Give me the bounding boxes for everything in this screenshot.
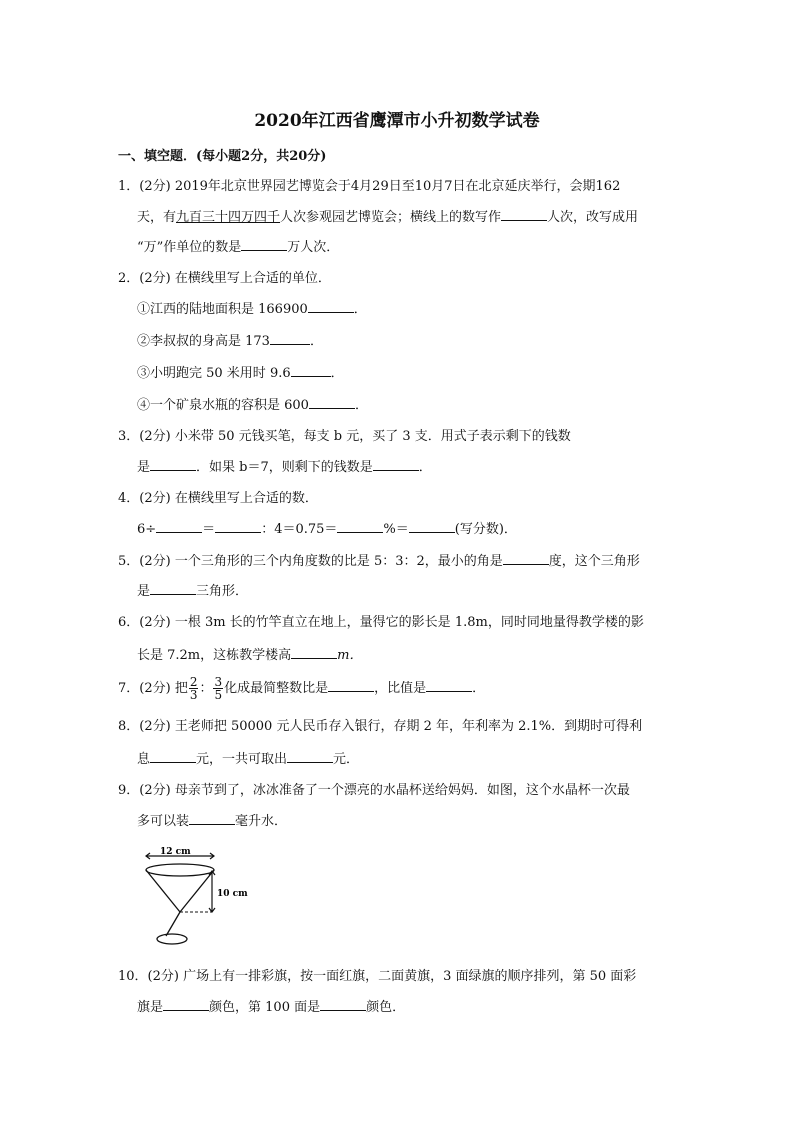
q1-line3 bbox=[137, 238, 339, 257]
q10-text: 旗是 bbox=[137, 1000, 164, 1015]
q2-item2 bbox=[137, 332, 323, 351]
q8-line1: 8．(2分) 王老师把 50000 元人民币存入银行，存期 2 年，年利率为 2.1%．到期时可得利 bbox=[118, 719, 643, 734]
q7-text: 化成最简整数比是 bbox=[224, 681, 329, 696]
q2-text: ． bbox=[354, 398, 368, 413]
answer-blank[interactable] bbox=[409, 520, 455, 533]
q1-underlined-number: 九百三十四万四千 bbox=[176, 210, 281, 225]
answer-blank[interactable] bbox=[163, 998, 209, 1011]
fraction-denominator: 3 bbox=[189, 688, 198, 702]
q7-text: ： bbox=[199, 681, 213, 696]
q8-text: 元，一共可取出 bbox=[196, 752, 288, 767]
fraction bbox=[213, 676, 223, 701]
q2-item3 bbox=[137, 364, 344, 383]
q4-text: ：4＝0.75＝ bbox=[261, 522, 338, 537]
q5-line1 bbox=[118, 552, 640, 571]
answer-blank[interactable] bbox=[270, 332, 310, 345]
q7-text: ，比值是 bbox=[374, 681, 427, 696]
q1-text: 人次参观园艺博览会；横线上的数写作 bbox=[280, 210, 502, 225]
q4-line2 bbox=[137, 520, 517, 539]
q2-text: ③小明跑完 50 米用时 9.6 bbox=[137, 366, 291, 381]
answer-blank[interactable] bbox=[328, 679, 374, 692]
q3-text: ． bbox=[418, 460, 432, 475]
q9-text: 毫升水． bbox=[235, 814, 288, 829]
q4-text: %＝ bbox=[383, 522, 409, 537]
answer-blank[interactable] bbox=[426, 679, 472, 692]
fraction bbox=[189, 676, 199, 701]
answer-blank[interactable] bbox=[150, 582, 196, 595]
answer-blank[interactable] bbox=[373, 458, 419, 471]
page-title: 2020年江西省鹰潭市小升初数学试卷 bbox=[254, 111, 540, 131]
q1-line1: 1．(2分) 2019年北京世界园艺博览会于4月29日至10月7日在北京延庆举行，会期162 bbox=[118, 179, 621, 194]
q6-line2 bbox=[137, 646, 362, 665]
q7-line bbox=[118, 676, 485, 701]
fraction-denominator: 5 bbox=[214, 688, 223, 702]
q10-line1: 10．(2分) 广场上有一排彩旗，按一面红旗，二面黄旗，3 面绿旗的顺序排列，第 50 面彩 bbox=[118, 969, 637, 984]
answer-blank[interactable] bbox=[189, 812, 235, 825]
q10-text: 颜色． bbox=[366, 1000, 406, 1015]
q2-text: ． bbox=[353, 302, 367, 317]
q2-item1 bbox=[137, 300, 367, 319]
q2-text: ①江西的陆地面积是 166900 bbox=[137, 302, 308, 317]
answer-blank[interactable] bbox=[308, 300, 354, 313]
fraction-numerator: 2 bbox=[189, 675, 198, 689]
q8-line2 bbox=[137, 750, 359, 769]
answer-blank[interactable] bbox=[320, 998, 366, 1011]
q8-text: 息 bbox=[137, 752, 151, 767]
goblet-stem bbox=[166, 912, 180, 936]
q2-text: ． bbox=[309, 334, 323, 349]
fraction-numerator: 3 bbox=[214, 675, 223, 689]
answer-blank[interactable] bbox=[156, 520, 202, 533]
q5-line2 bbox=[137, 582, 248, 601]
q9-line1: 9．(2分) 母亲节到了，冰冰准备了一个漂亮的水晶杯送给妈妈．如图，这个水晶杯一次最 bbox=[118, 783, 630, 798]
q2-line1: 2．(2分) 在横线里写上合适的单位． bbox=[118, 271, 331, 286]
q1-line2 bbox=[137, 208, 638, 227]
q5-text: 度，这个三角形 bbox=[548, 554, 640, 569]
answer-blank[interactable] bbox=[241, 238, 287, 251]
q10-text: 颜色，第 100 面是 bbox=[209, 1000, 321, 1015]
q4-text: 6÷ bbox=[137, 522, 157, 537]
q3-text: ．如果 b＝7，则剩下的钱数是 bbox=[196, 460, 373, 475]
q7-text: 7．(2分) 把 bbox=[118, 681, 188, 696]
q5-text: 是 bbox=[137, 584, 151, 599]
answer-blank[interactable] bbox=[291, 364, 331, 377]
q9-line2 bbox=[137, 812, 287, 831]
q5-text: 三角形． bbox=[196, 584, 249, 599]
q6-text: 长是 7.2m，这栋教学楼高 bbox=[137, 648, 292, 663]
fig-top-label: 12 cm bbox=[160, 847, 191, 857]
q2-text: ． bbox=[330, 366, 344, 381]
q3-line1: 3．(2分) 小米带 50 元钱买笔，每支 b 元，买了 3 支．用式子表示剩下的钱数 bbox=[118, 429, 571, 444]
answer-blank[interactable] bbox=[150, 458, 196, 471]
answer-blank[interactable] bbox=[309, 396, 355, 409]
answer-blank[interactable] bbox=[503, 552, 549, 565]
q4-text: (写分数)． bbox=[454, 522, 517, 537]
q2-item4 bbox=[137, 396, 368, 415]
q1-text: 天，有 bbox=[137, 210, 177, 225]
q6-line1: 6．(2分) 一根 3m 长的竹竿直立在地上，量得它的影长是 1.8m，同时同地量得教学楼的影 bbox=[118, 615, 644, 630]
q9-text: 多可以装 bbox=[137, 814, 190, 829]
q2-text: ②李叔叔的身高是 173 bbox=[137, 334, 270, 349]
answer-blank[interactable] bbox=[287, 750, 333, 763]
q2-text: ④一个矿泉水瓶的容积是 600 bbox=[137, 398, 309, 413]
q4-line1: 4．(2分) 在横线里写上合适的数． bbox=[118, 491, 318, 506]
q1-text: 人次，改写成用 bbox=[547, 210, 639, 225]
cone-rim bbox=[146, 864, 214, 876]
q6-text: m． bbox=[337, 648, 363, 663]
goblet-figure bbox=[128, 844, 258, 949]
q10-line2 bbox=[137, 998, 405, 1017]
fig-side-label: 10 cm bbox=[217, 889, 248, 899]
answer-blank[interactable] bbox=[337, 520, 383, 533]
answer-blank[interactable] bbox=[291, 646, 337, 659]
q5-text: 5．(2分) 一个三角形的三个内角度数的比是 5：3：2，最小的角是 bbox=[118, 554, 503, 569]
q8-text: 元． bbox=[333, 752, 360, 767]
goblet-base bbox=[157, 934, 187, 944]
q4-text: ＝ bbox=[202, 522, 216, 537]
q1-text: “万”作单位的数是 bbox=[137, 240, 242, 255]
section-heading: 一、填空题．(每小题2分，共20分) bbox=[118, 149, 327, 164]
q3-line2 bbox=[137, 458, 432, 477]
answer-blank[interactable] bbox=[215, 520, 261, 533]
answer-blank[interactable] bbox=[501, 208, 547, 221]
q3-text: 是 bbox=[137, 460, 151, 475]
q7-text: ． bbox=[472, 681, 486, 696]
answer-blank[interactable] bbox=[150, 750, 196, 763]
q1-text: 万人次． bbox=[287, 240, 340, 255]
